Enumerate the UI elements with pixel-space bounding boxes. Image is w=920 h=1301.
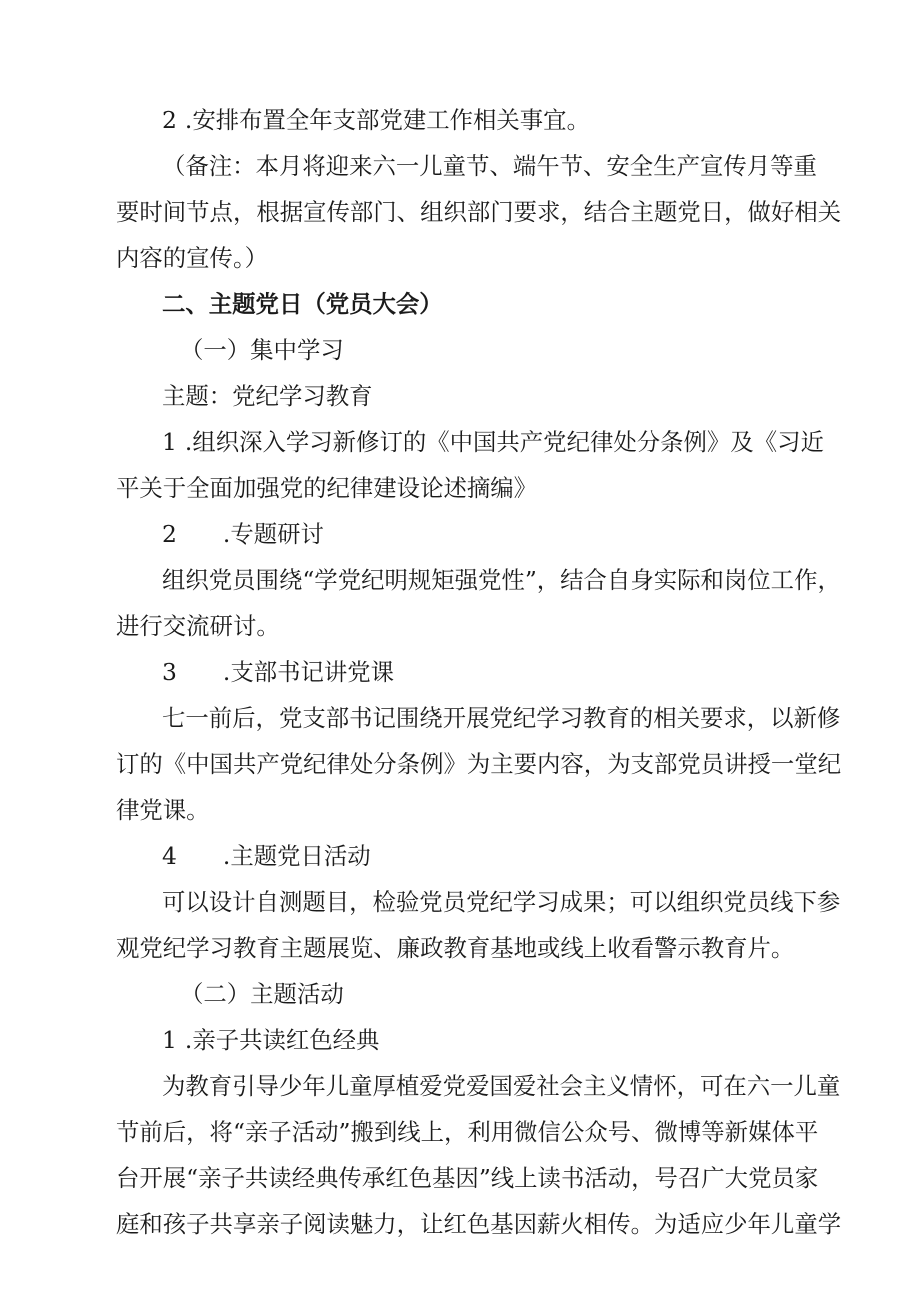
paragraph-line: 平关于全面加强党的纪律建设论述摘编》 <box>116 474 538 502</box>
item-3-party-lecture <box>162 657 394 687</box>
paragraph-line: 观党纪学习教育主题展览、廉政教育基地或线上收看警示教育片。 <box>116 934 795 962</box>
item-text: .组织深入学习新修订的《中国共产党纪律处分条例》及《习近 <box>184 428 824 456</box>
paragraph-line: 进行交流研讨。 <box>116 612 280 640</box>
theme-line: 主题：党纪学习教育 <box>162 382 373 410</box>
item-number: 2 <box>162 520 177 548</box>
paragraph-line: 节前后，将“亲子活动”搬到线上，利用微信公众号、微博等新媒体平 <box>116 1118 819 1146</box>
paragraph-line: 组织党员围绕“学党纪明规矩强党性”，结合自身实际和岗位工作， <box>162 566 841 594</box>
item-number: 3 <box>162 658 177 686</box>
item-number: 4 <box>162 842 177 870</box>
subsection-heading: （一）集中学习 <box>180 336 344 364</box>
note-paragraph-line: 要时间节点，根据宣传部门、组织部门要求，结合主题党日，做好相关 <box>116 198 842 226</box>
item-text: .安排布置全年支部党建工作相关事宜。 <box>184 106 590 134</box>
section-heading: 二、主题党日（党员大会） <box>162 290 443 318</box>
paragraph-line: 台开展“亲子共读经典传承红色基因”线上读书活动，号召广大党员家 <box>116 1164 819 1192</box>
note-paragraph-line: 内容的宣传。） <box>116 244 269 272</box>
item-number: 1 <box>162 428 177 456</box>
item-1-study <box>162 427 824 457</box>
paragraph-line: 订的《中国共产党纪律处分条例》为主要内容，为支部党员讲授一堂纪 <box>116 750 842 778</box>
item-1-parent-child-reading <box>162 1025 379 1055</box>
item-2-discussion <box>162 519 324 549</box>
paragraph-line: 律党课。 <box>116 796 210 824</box>
paragraph-line: 七一前后，党支部书记围绕开展党纪学习教育的相关要求，以新修 <box>162 704 841 732</box>
item-number: 2 <box>162 106 177 134</box>
item-text: .支部书记讲党课 <box>222 658 395 686</box>
item-text: .专题研讨 <box>222 520 324 548</box>
paragraph-line: 可以设计自测题目，检验党员党纪学习成果；可以组织党员线下参 <box>162 888 841 916</box>
item-2-arrange <box>162 105 590 135</box>
item-text: .主题党日活动 <box>222 842 371 870</box>
subsection-heading: （二）主题活动 <box>180 980 344 1008</box>
item-text: .亲子共读红色经典 <box>184 1026 380 1054</box>
note-paragraph-line: （备注：本月将迎来六一儿童节、端午节、安全生产宣传月等重 <box>162 152 817 180</box>
paragraph-line: 为教育引导少年儿童厚植爱党爱国爱社会主义情怀，可在六一儿童 <box>162 1072 841 1100</box>
paragraph-line: 庭和孩子共享亲子阅读魅力，让红色基因薪火相传。为适应少年儿童学 <box>116 1210 842 1238</box>
item-number: 1 <box>162 1026 177 1054</box>
item-4-theme-day-activity <box>162 841 371 871</box>
